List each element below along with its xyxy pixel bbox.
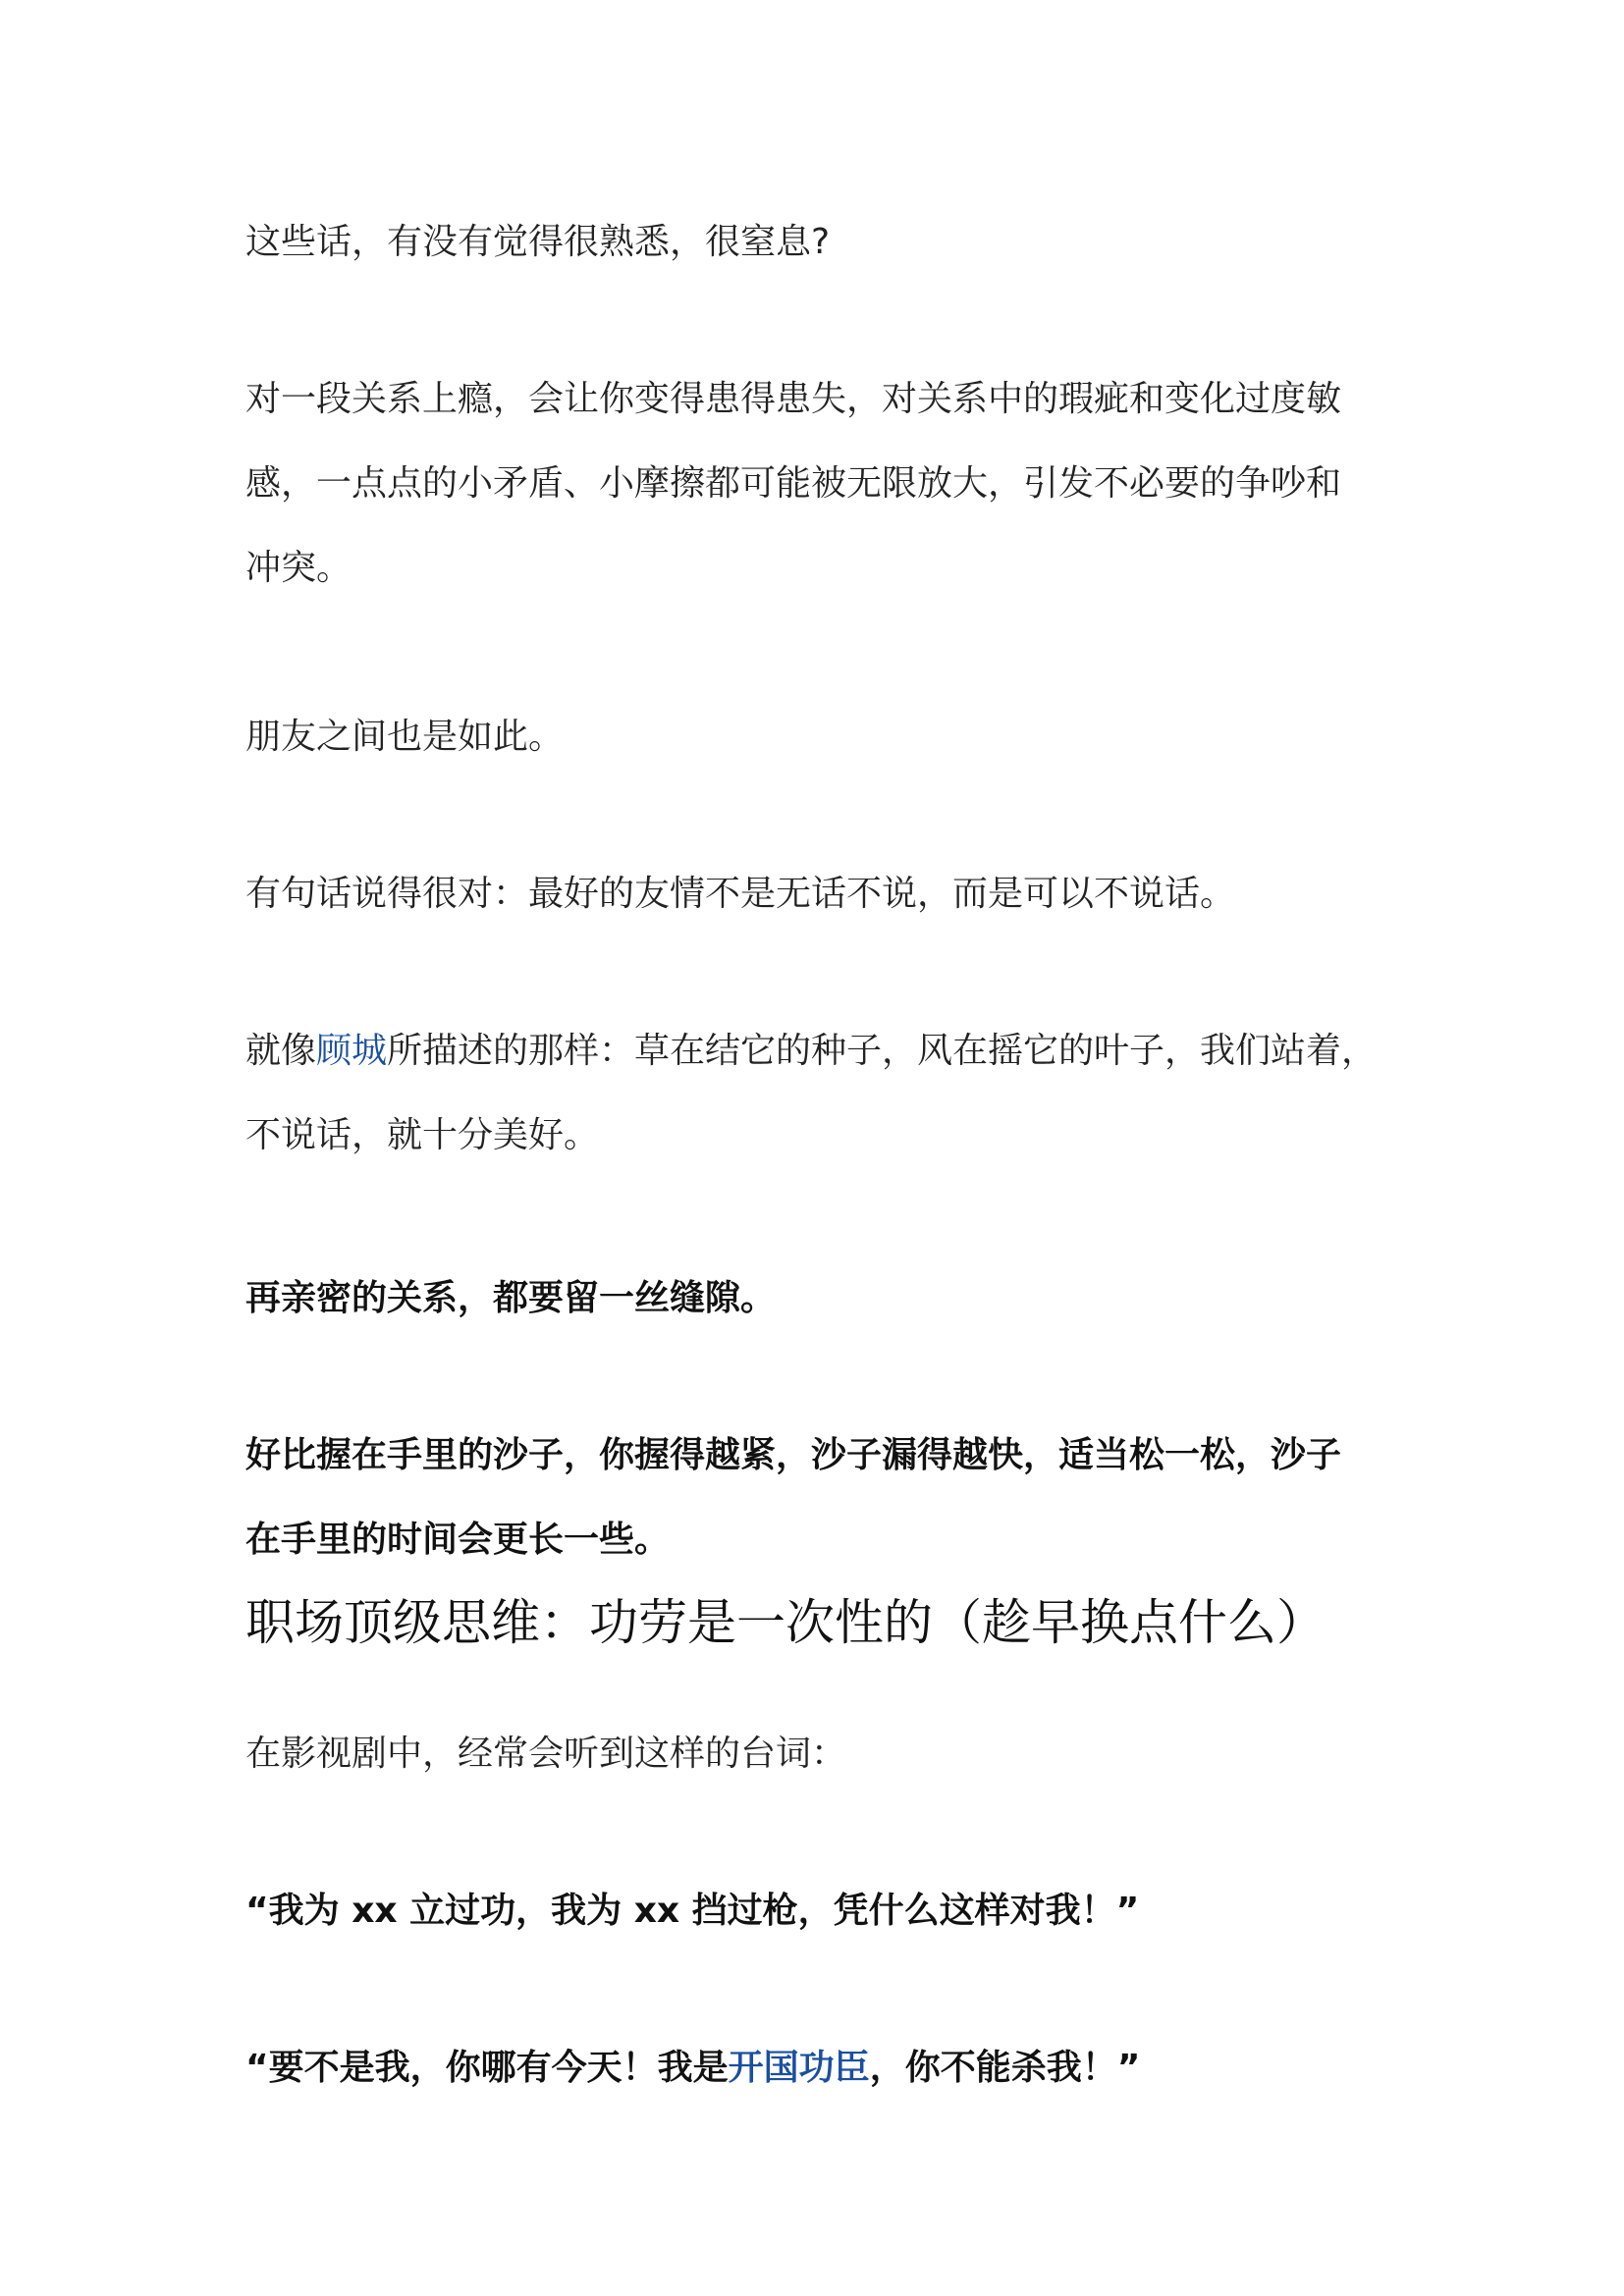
quote-2-suffix: ，你不能杀我！” <box>869 2048 1141 2088</box>
paragraph-2 <box>245 357 1384 611</box>
paragraph-5-line-1 <box>245 1009 1384 1094</box>
paragraph-5-suffix: 所描述的那样：草在结它的种子，风在摇它的叶子，我们站着， <box>387 1031 1378 1071</box>
paragraph-4 <box>245 852 1384 936</box>
paragraph-3-text: 朋友之间也是如此。 <box>245 717 565 757</box>
paragraph-5-prefix: 就像 <box>245 1031 317 1071</box>
paragraph-4-text: 有句话说得很对：最好的友情不是无话不说，而是可以不说话。 <box>245 874 1236 914</box>
founding-hero-link[interactable]: 开国功臣 <box>728 2048 870 2088</box>
quote-2 <box>245 2026 1384 2110</box>
paragraph-6-text: 再亲密的关系，都要留一丝缝隙。 <box>245 1278 777 1318</box>
quote-1 <box>245 1869 1384 1953</box>
paragraph-2-line-3: 冲突。 <box>245 548 352 588</box>
paragraph-6-bold <box>245 1256 1384 1341</box>
quote-2-prefix: “要不是我，你哪有今天！我是 <box>245 2048 729 2088</box>
paragraph-2-line-2: 感，一点点的小矛盾、小摩擦都可能被无限放大，引发不必要的争吵和 <box>245 463 1342 504</box>
paragraph-2-line-1: 对一段关系上瘾，会让你变得患得患失，对关系中的瑕疵和变化过度敏 <box>245 379 1342 419</box>
paragraph-7-line-2: 在手里的时间会更长一些。 <box>245 1520 671 1560</box>
paragraph-3 <box>245 695 1384 779</box>
paragraph-1-text: 这些话，有没有觉得很熟悉，很窒息? <box>245 222 831 262</box>
section-heading: 职场顶级思维：功劳是一次性的（趁早换点什么） <box>245 1594 1326 1651</box>
paragraph-5 <box>245 1009 1384 1178</box>
gu-cheng-link[interactable]: 顾城 <box>316 1031 388 1071</box>
section-2-intro <box>245 1712 1384 1796</box>
quote-1-text: “我为 xx 立过功，我为 xx 挡过枪，凭什么这样对我！” <box>245 1891 1140 1931</box>
quote-2-line <box>245 2026 1384 2110</box>
paragraph-7-line-1: 好比握在手里的沙子，你握得越紧，沙子漏得越快，适当松一松，沙子 <box>245 1435 1342 1475</box>
paragraph-5-line-2: 不说话，就十分美好。 <box>245 1115 600 1155</box>
paragraph-1 <box>245 200 1384 285</box>
paragraph-7-bold <box>245 1414 1384 1582</box>
section-2-intro-text: 在影视剧中，经常会听到这样的台词： <box>245 1734 847 1774</box>
